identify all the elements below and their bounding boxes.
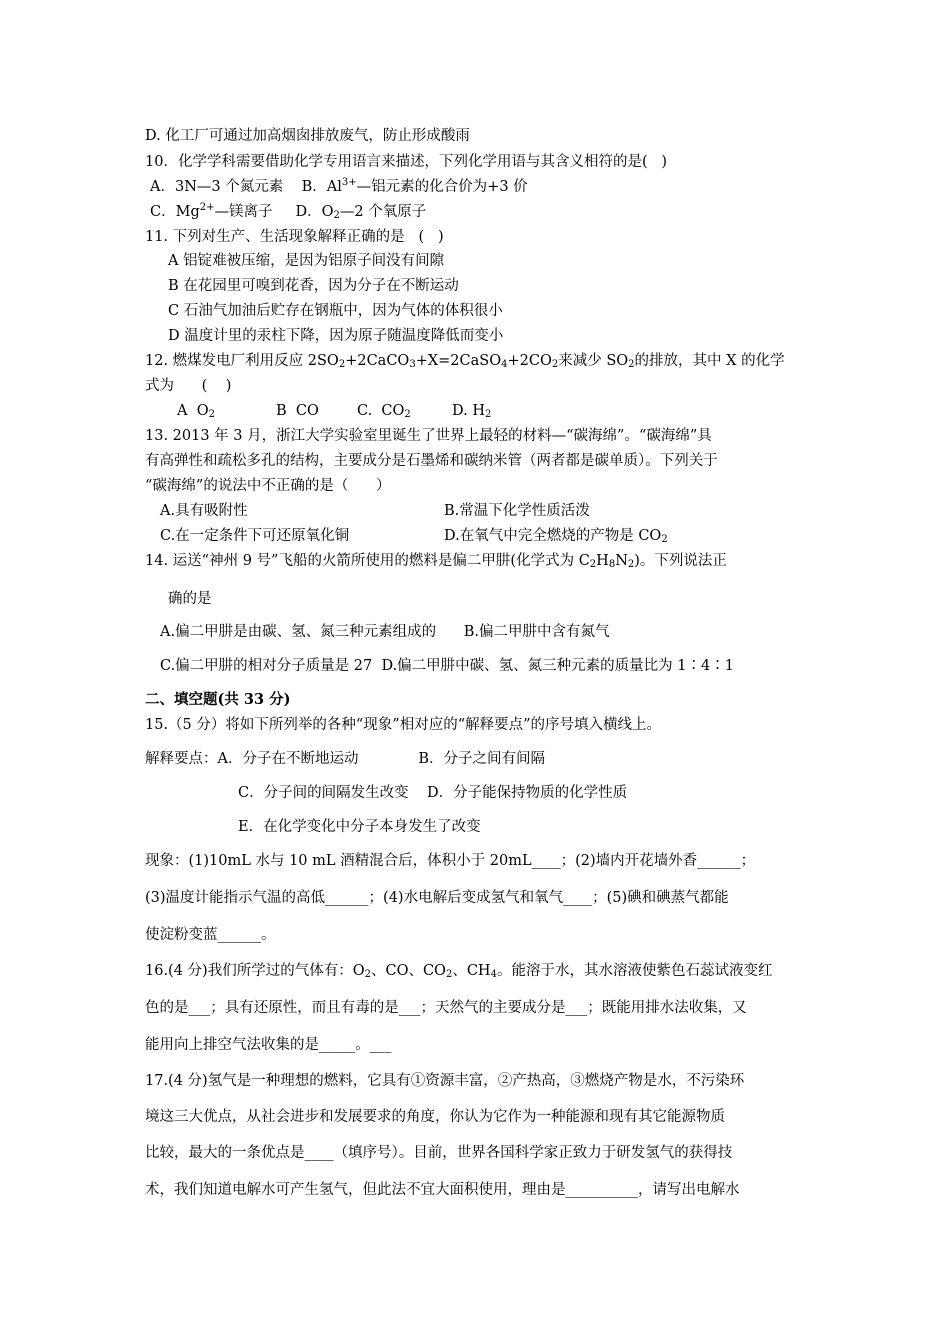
q13-option-d: D.在氧气中完全燃烧的产物是 $CO_2$ [444,528,668,545]
q10-options-ab: A．3N—3 个氮元素 B．$Al^{3+}—$铝元素的化合价为+3 价 [150,177,528,195]
q16-line3: 能用向上排空气法收集的是_____。___ [145,1037,392,1053]
q13-option-c: C.在一定条件下可还原氧化铜 [160,528,350,544]
q15-phenomena-line2: (3)温度计能指示气温的高低______；(4)水电解后变成氢气和氧气____；(5)碘和碘蒸气都能 [145,890,729,906]
q12-option-d: D. $H_2$ [452,403,492,420]
q13-option-b: B.常温下化学性质活泼 [444,503,590,519]
q14-stem-line1: 14. 运送“神州 9 号”飞船的火箭所使用的燃料是偏二甲肼(化学式为 $C_2H_8N_2$)。下列说法正 [145,553,727,570]
q11-option-b: B 在花园里可嗅到花香，因为分子在不断运动 [168,278,459,294]
q16-line1: 16.(4 分)我们所学过的气体有：$O_2$、CO、$CO_2$、$CH_4$。能溶于水，其水溶液使紫色石蕊试液变红 [145,963,773,980]
q10-options-cd: C．$Mg^{2+}—$镁离子 D．$O_2—2$ 个氧原子 [150,202,427,221]
q11-option-d: D 温度计里的汞柱下降，因为原子随温度降低而变小 [168,328,504,344]
q12-stem-line1: 12. 燃煤发电厂利用反应 $2SO_2+2CaCO_3+X=2CaSO_4+2CO_2$来减少 $SO_2$的排放，其中 X 的化学 [145,353,785,370]
q13-stem-line2: 有高弹性和疏松多孔的结构，主要成分是石墨烯和碳纳米管（两者都是碳单质）。下列关于 [145,453,718,469]
q11-option-c: C 石油气加油后贮存在钢瓶中，因为气体的体积很小 [168,303,503,319]
q12-option-b: B CO [276,403,319,419]
q17-line3: 比较，最大的一条优点是____（填序号）。目前，世界各国科学家正致力于研发氢气的获得技 [145,1145,733,1161]
q15-point-e: E．在化学变化中分子本身发生了改变 [238,819,481,835]
q15-points-cd: C．分子间的间隔发生改变 D．分子能保持物质的化学性质 [238,785,628,801]
q15-phenomena-line3: 使淀粉变蓝______。 [145,927,276,943]
q12-option-a: A $O_2$ [177,403,215,420]
q10-stem: 10．化学学科需要借助化学专用语言来描述，下列化学用语与其含义相符的是( ) [145,154,668,170]
q11-option-a: A 铝锭难被压缩，是因为铝原子间没有间隙 [168,253,445,269]
q17-line4: 术，我们知道电解水可产生氢气，但此法不宜大面积使用，理由是__________，请写出电解水 [145,1182,740,1198]
q13-option-a: A.具有吸附性 [160,503,248,519]
q14-stem-line2: 确的是 [168,591,212,607]
q14-options-ab: A.偏二甲肼是由碳、氢、氮三种元素组成的 B.偏二甲肼中含有氮气 [160,624,610,640]
q12-stem-line2: 式为 ( ) [145,378,232,394]
q13-stem-line1: 13. 2013 年 3 月，浙江大学实验室里诞生了世界上最轻的材料—“碳海绵”。“碳海绵”具 [145,428,712,444]
q12-option-c: C. $CO_2$ [357,403,411,420]
q9-option-d: D. 化工厂可通过加高烟囱排放废气，防止形成酸雨 [145,128,470,144]
q15-points-ab: 解释要点：A．分子在不断地运动 B．分子之间有间隔 [145,751,546,767]
section-2-heading: 二、填空题(共 33 分) [145,691,291,708]
q11-stem: 11. 下列对生产、生活现象解释正确的是 ( ) [145,229,444,245]
q15-phenomena-line1: 现象：(1)10mL 水与 10 mL 酒精混合后，体积小于 20mL____；(2)墙内开花墙外香______； [145,853,756,869]
q14-options-cd: C.偏二甲肼的相对分子质量是 27 D.偏二甲肼中碳、氢、氮三种元素的质量比为 1∶4∶1 [160,658,734,674]
q17-line2: 境这三大优点，从社会进步和发展要求的角度，你认为它作为一种能源和现有其它能源物质 [145,1109,725,1125]
q15-stem: 15.（5 分）将如下所列举的各种“现象”相对应的“解释要点”的序号填入横线上。 [145,717,662,733]
q16-line2: 色的是___；具有还原性，而且有毒的是___；天然气的主要成分是___；既能用排水法收集，又 [145,1000,747,1016]
q17-line1: 17.(4 分)氢气是一种理想的燃料，它具有①资源丰富，②产热高，③燃烧产物是水，不污染环 [145,1073,745,1089]
q13-stem-line3: “碳海绵”的说法中不正确的是（ ） [145,478,391,494]
